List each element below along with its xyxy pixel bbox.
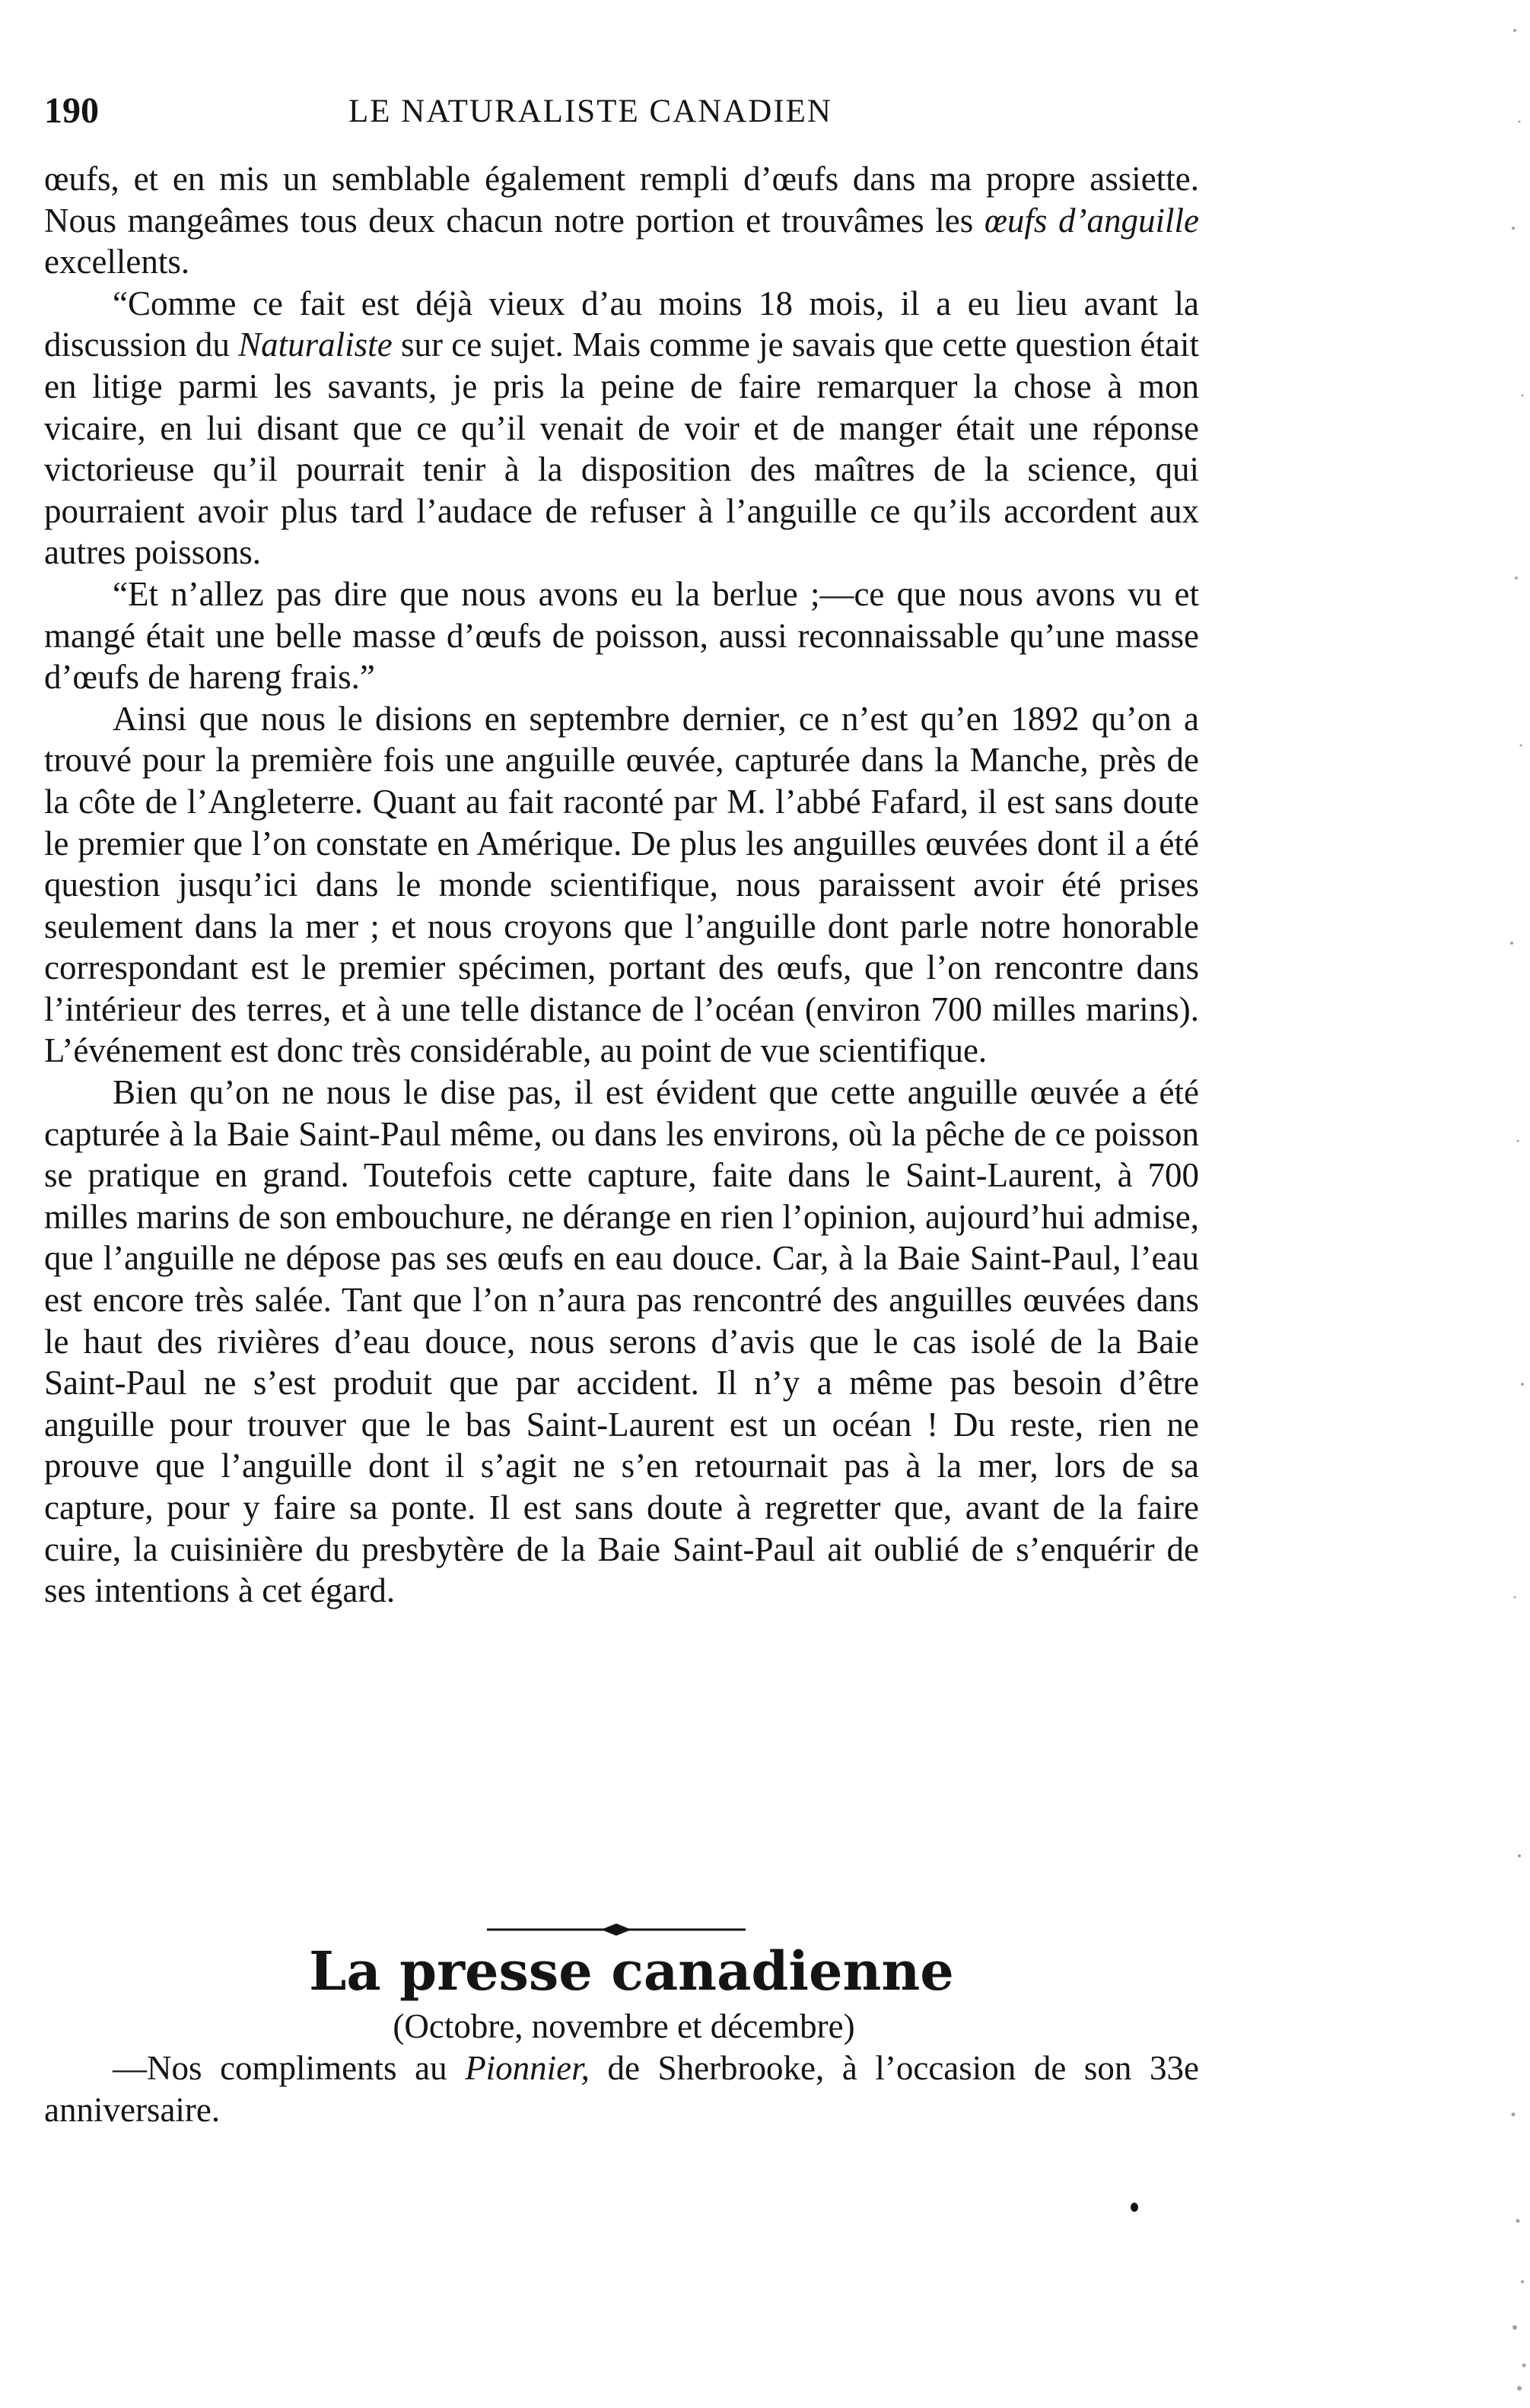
section-title: La presse canadienne: [309, 1939, 954, 2003]
paragraph: [44, 158, 1199, 283]
text-run: de Sherbrooke, à l’occasion de son 33e anniversaire.: [44, 2049, 1199, 2129]
paragraph: [44, 1072, 1199, 1612]
text-run: excellents.: [44, 243, 190, 281]
article-body: [44, 158, 1199, 1612]
section-divider-ornament: [487, 1921, 746, 1938]
paragraph: [44, 698, 1199, 1072]
ink-speck: [1131, 2203, 1138, 2212]
paragraph: [44, 573, 1199, 698]
section-subtitle: (Octobre, novembre et décembre): [393, 2007, 855, 2045]
section-body: [44, 2047, 1199, 2130]
running-head: LE NATURALISTE CANADIEN: [348, 94, 832, 129]
italic-text: Pionnier,: [465, 2049, 590, 2087]
text-run: Bien qu’on ne nous le dise pas, il est évident que cette anguille œuvée a été capturée à la Baie Saint-Paul même, ou dans les environs, où la pêche de ce poisson se pratique en grand. Toutefois cette capture, faite dans le Saint-Laurent, à 700 milles marins de son embouchure, ne dérange en rien l’opinion, aujourd’hui admise, que l’anguille ne dépose pas ses œufs en eau douce. Car, à la Baie Saint-Paul, l’eau est encore très salée. Tant que l’on n’aura pas rencontré des anguilles œuvées dans le haut des rivières d’eau douce, nous serons d’avis que le cas isolé de la Baie Saint-Paul ne s’est produit que par accident. Il n’y a même pas besoin d’être anguille pour trouver que le bas Saint-Laurent est un océan ! Du reste, rien ne prouve que l’anguille dont il s’agit ne s’en retournait pas à la mer, lors de sa capture, pour y faire sa ponte. Il est sans doute à regretter que, avant de la faire cuire, la cuisinière du presbytère de la Baie Saint-Paul ait oublié de s’enquérir de ses intentions à cet égard.: [44, 1073, 1199, 1610]
page-number: 190: [44, 91, 99, 131]
italic-text: œufs d’anguille: [984, 201, 1199, 240]
text-run: sur ce sujet. Mais comme je savais que cette question était en litige parmi les savants, je pris la peine de faire remarquer la chose à mon vicaire, en lui disant que ce qu’il venait de voir et de manger était une réponse victorieuse qu’il pourrait tenir à la disposition des maîtres de la science, qui pourraient avoir plus tard l’audace de refuser à l’anguille ce qu’ils accordent aux autres poissons.: [44, 326, 1199, 572]
text-run: œufs, et en mis un semblable également rempli d’œufs dans ma propre assiette. Nous mangeâmes tous deux chacun notre portion et trouvâmes les: [44, 160, 1199, 240]
paragraph: [44, 2047, 1199, 2130]
italic-text: Naturaliste: [238, 326, 393, 364]
text-run: “Et n’allez pas dire que nous avons eu la berlue ;—ce que nous avons vu et mangé était une belle masse d’œufs de poisson, aussi reconnaissable qu’une masse d’œufs de hareng frais.”: [44, 574, 1199, 697]
paragraph: [44, 283, 1199, 573]
text-run: Ainsi que nous le disions en septembre dernier, ce n’est qu’en 1892 qu’on a trouvé pour la première fois une anguille œuvée, capturée dans la Manche, près de la côte de l’Angleterre. Quant au fait raconté par M. l’abbé Fafard, il est sans doute le premier que l’on constate en Amérique. De plus les anguilles œuvées dont il a été question jusqu’ici dans le monde scientifique, nous paraissent avoir été prises seulement dans la mer ; et nous croyons que l’anguille dont parle notre honorable correspondant est le premier spécimen, portant des œufs, que l’on rencontre dans l’intérieur des terres, et à une telle distance de l’océan (environ 700 milles marins). L’événement est donc très considérable, au point de vue scientifique.: [44, 699, 1199, 1070]
scan-edge-texture: [1469, 0, 1530, 2408]
text-run: “Comme ce fait est déjà vieux d’au moins 18 mois, il a eu lieu avant la discussion du: [44, 284, 1199, 364]
text-run: —Nos compliments au: [113, 2049, 466, 2087]
page-header: [44, 90, 1201, 143]
